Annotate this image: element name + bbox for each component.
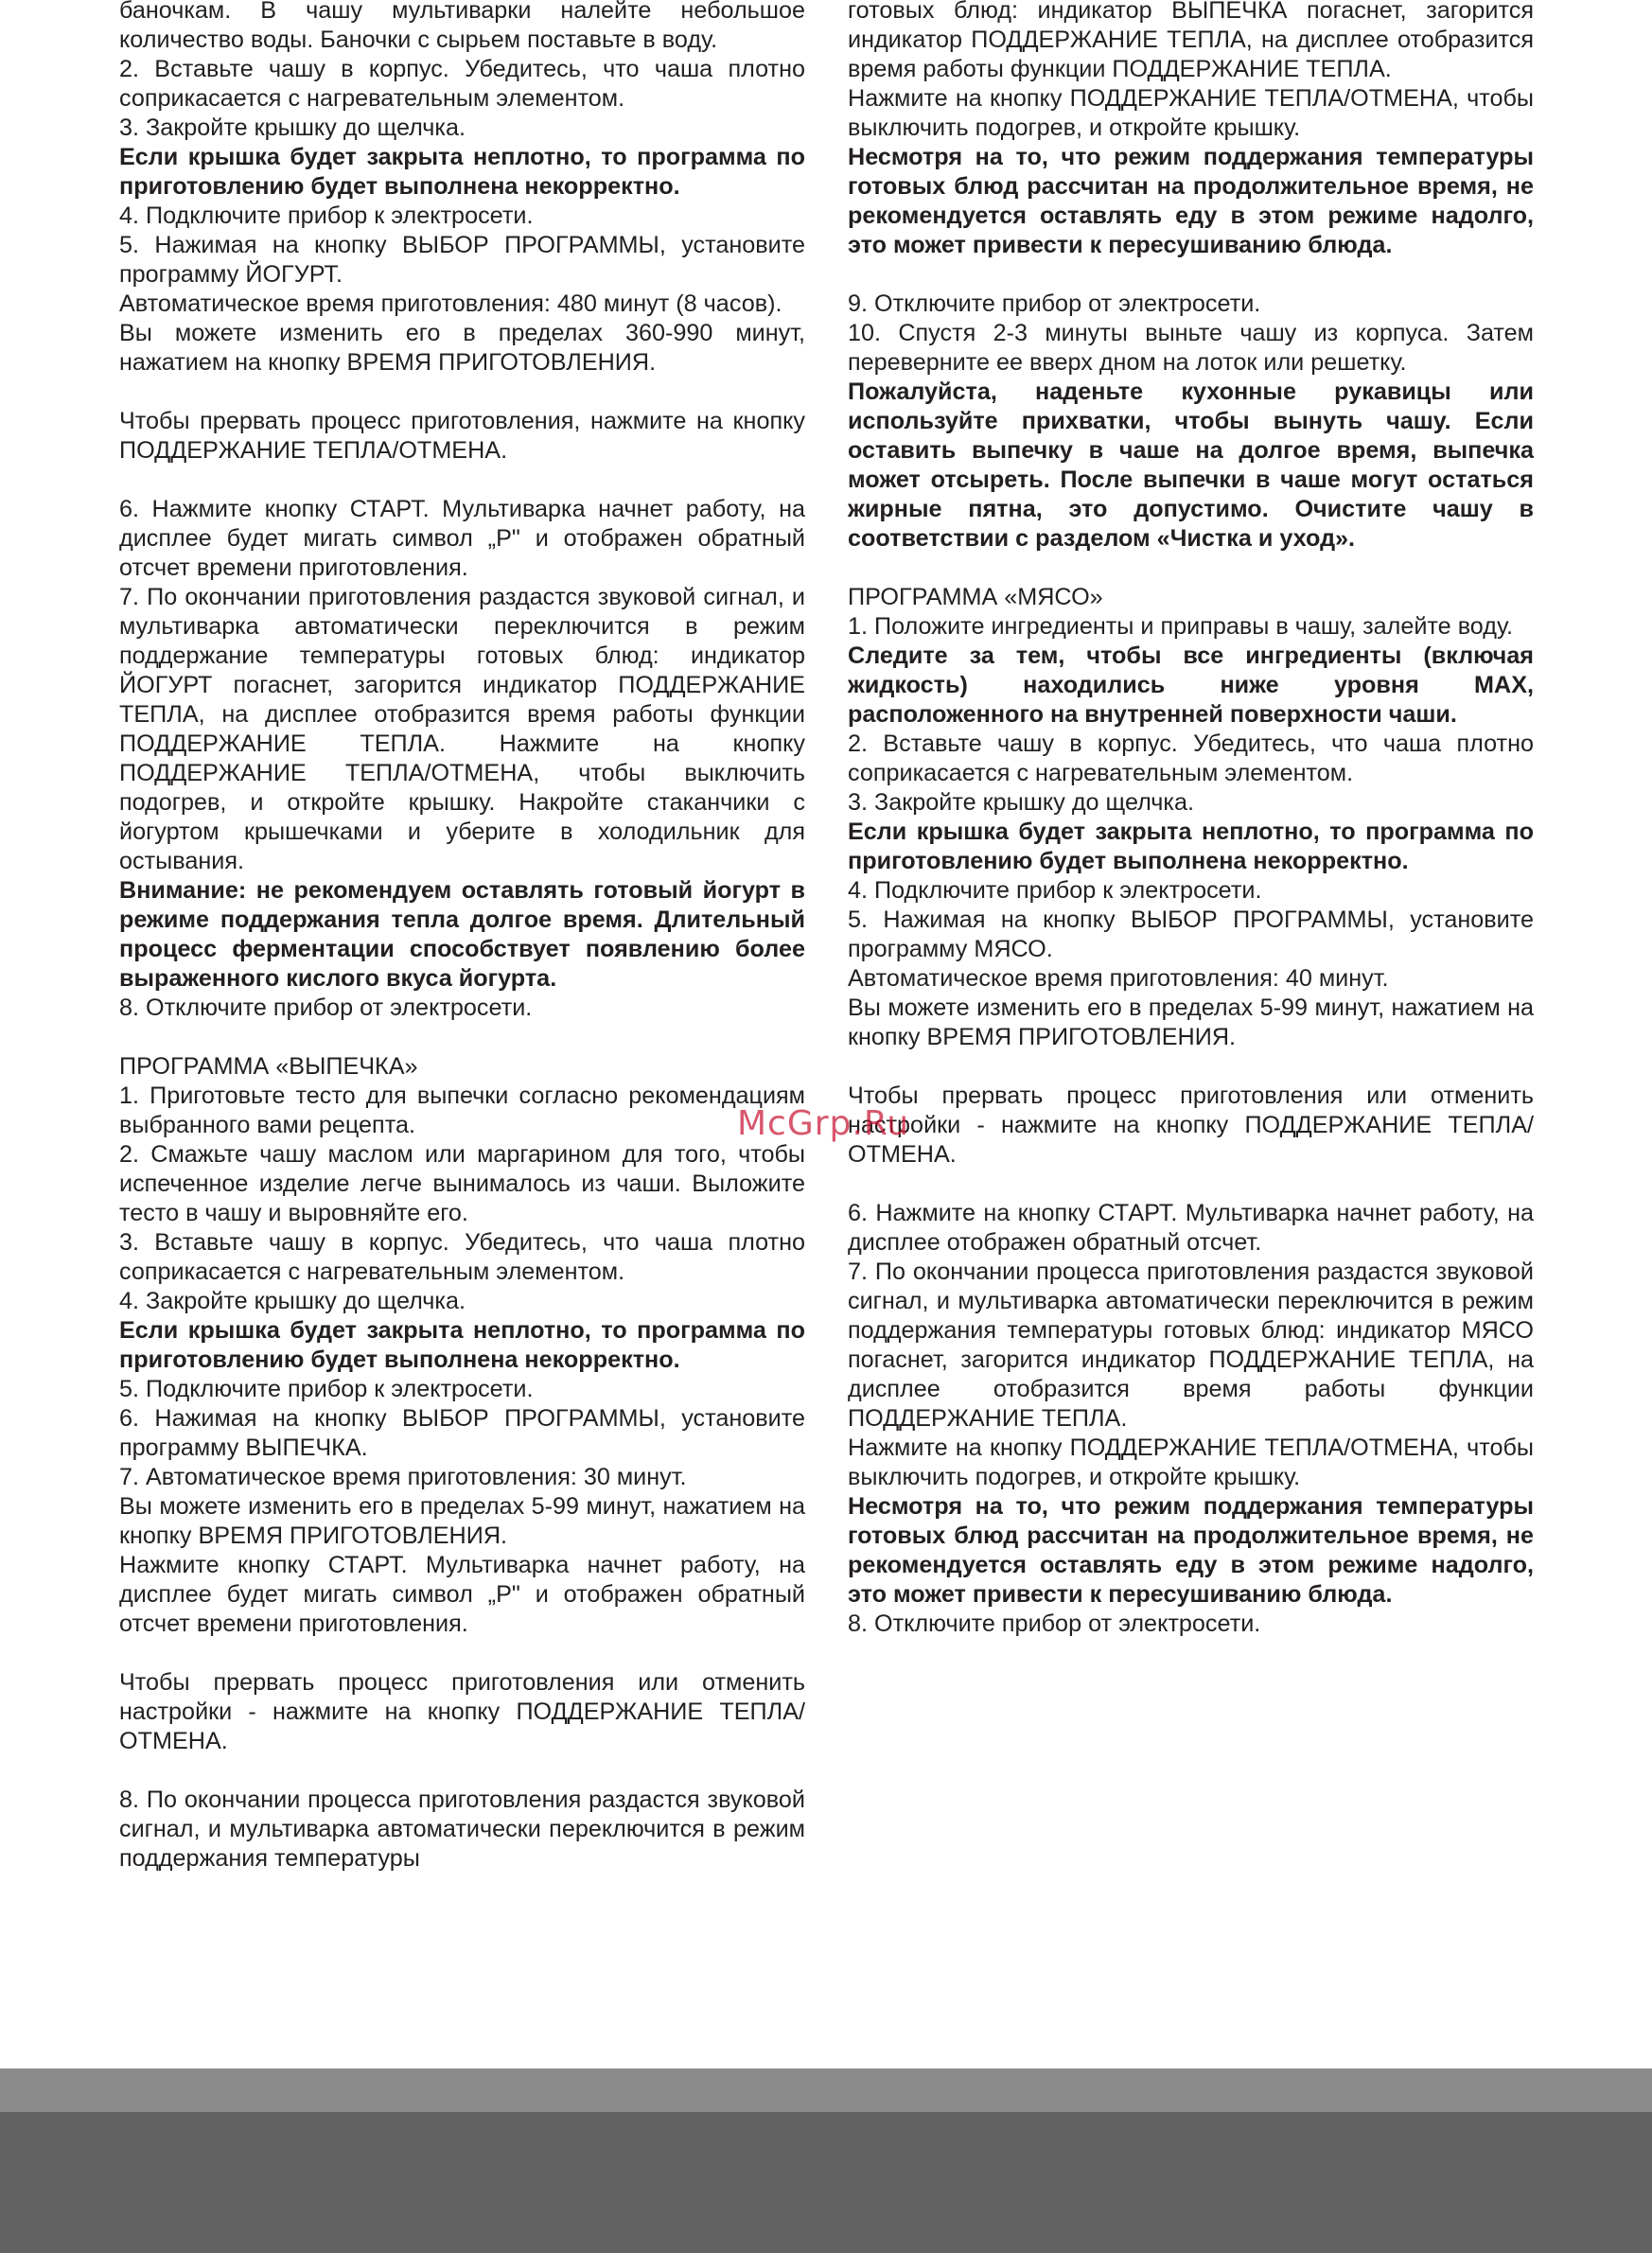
watermark-text: McGrp.Ru	[737, 1104, 910, 1143]
instruction-paragraph: Нажмите на кнопку ПОДДЕРЖАНИЕ ТЕПЛА/ОТМЕНА, чтобы выключить подогрев, и откройте крышку.	[848, 1435, 1534, 1490]
instruction-paragraph: 7. По окончании приготовления раздастся звуковой сигнал, и мультиварка автоматически переключится в режим поддержание температуры готовых блюд: индикатор ЙОГУРТ погаснет, загорится индикатор ПОДДЕРЖАНИЕ ТЕПЛА, на дисплее отобразится время работы функции ПОДДЕРЖАНИЕ ТЕПЛА. Нажмите на кнопку ПОДДЕРЖАНИЕ ТЕПЛА/ОТМЕНА, чтобы выключить подогрев, и откройте крышку. Накройте стаканчики с йогуртом крышечками и уберите в холодильник для остывания.	[119, 584, 805, 874]
instruction-paragraph: 6. Нажмите на кнопку СТАРТ. Мультиварка начнет работу, на дисплее отображен обратный отсчет.	[848, 1200, 1534, 1256]
instruction-paragraph: баночкам. В чашу мультиварки налейте небольшое количество воды. Баночки с сырьем поставьте в воду.	[119, 0, 805, 53]
instruction-paragraph: 4. Закройте крышку до щелчка.	[119, 1288, 466, 1314]
instruction-paragraph: 6. Нажимая на кнопку ВЫБОР ПРОГРАММЫ, установите программу ВЫПЕЧКА.	[119, 1405, 805, 1461]
footer-band-light	[0, 2068, 1652, 2112]
paragraph-spacer	[848, 260, 1534, 290]
instruction-paragraph: 9. Отключите прибор от электросети.	[848, 290, 1261, 317]
instruction-paragraph: Автоматическое время приготовления: 40 минут.	[848, 965, 1389, 992]
warning-paragraph: Если крышка будет закрыта неплотно, то программа по приготовлению будет выполнена некорректно.	[119, 1317, 805, 1373]
instruction-paragraph: 7. По окончании процесса приготовления раздастся звуковой сигнал, и мультиварка автоматически переключится в режим поддержания температуры готовых блюд: индикатор МЯСО погаснет, загорится индикатор ПОДДЕРЖАНИЕ ТЕПЛА, на дисплее отобразится время работы функции ПОДДЕРЖАНИЕ ТЕПЛА.	[848, 1259, 1534, 1432]
paragraph-spacer	[119, 1639, 805, 1668]
instruction-paragraph: 3. Закройте крышку до щелчка.	[848, 789, 1194, 816]
instruction-paragraph: Вы можете изменить его в пределах 5-99 минут, нажатием на кнопку ВРЕМЯ ПРИГОТОВЛЕНИЯ.	[848, 994, 1534, 1050]
instruction-paragraph: готовых блюд: индикатор ВЫПЕЧКА погаснет, загорится индикатор ПОДДЕРЖАНИЕ ТЕПЛА, на дисплее отобразится время работы функции ПОДДЕРЖАНИЕ ТЕПЛА.	[848, 0, 1534, 82]
right-text-column	[848, 0, 1534, 1639]
instruction-paragraph: 1. Приготовьте тесто для выпечки согласно рекомендациям выбранного вами рецепта.	[119, 1082, 805, 1138]
warning-paragraph: Если крышка будет закрыта неплотно, то программа по приготовлению будет выполнена некорректно.	[119, 144, 805, 200]
paragraph-spacer	[848, 1052, 1534, 1082]
warning-paragraph: Следите за тем, чтобы все ингредиенты (включая жидкость) находились ниже уровня MAX, расположенного на внутренней поверхности чаши.	[848, 642, 1534, 728]
instruction-paragraph: 8. По окончании процесса приготовления раздастся звуковой сигнал, и мультиварка автоматически переключится в режим поддержания температуры	[119, 1787, 805, 1872]
instruction-paragraph: 7. Автоматическое время приготовления: 30 минут.	[119, 1464, 687, 1490]
instruction-paragraph: 2. Смажьте чашу маслом или маргарином для того, чтобы испеченное изделие легче вынималось из чаши. Выложите тесто в чашу и выровняйте его.	[119, 1141, 805, 1226]
instruction-paragraph: 5. Подключите прибор к электросети.	[119, 1376, 534, 1402]
left-text-column	[119, 0, 805, 1874]
instruction-paragraph: 4. Подключите прибор к электросети.	[848, 877, 1262, 904]
instruction-paragraph: 4. Подключите прибор к электросети.	[119, 202, 534, 229]
warning-paragraph: Если крышка будет закрыта неплотно, то программа по приготовлению будет выполнена некорректно.	[848, 818, 1534, 874]
warning-paragraph: Несмотря на то, что режим поддержания температуры готовых блюд рассчитан на продолжительное время, не рекомендуется оставлять еду в этом режиме надолго, это может привести к пересушиванию блюда.	[848, 144, 1534, 258]
instruction-paragraph: 8. Отключите прибор от электросети.	[119, 994, 533, 1021]
instruction-paragraph: 1. Положите ингредиенты и приправы в чашу, залейте воду.	[848, 613, 1514, 640]
warning-paragraph: Внимание: не рекомендуем оставлять готовый йогурт в режиме поддержания тепла долгое время. Длительный процесс ферментации способствует появлению более выраженного кислого вкуса йогурта.	[119, 877, 805, 992]
section-heading: ПРОГРАММА «ВЫПЕЧКА»	[119, 1053, 418, 1080]
instruction-paragraph: 5. Нажимая на кнопку ВЫБОР ПРОГРАММЫ, установите программу МЯСО.	[848, 906, 1534, 962]
warning-paragraph: Несмотря на то, что режим поддержания температуры готовых блюд рассчитан на продолжительное время, не рекомендуется оставлять еду в этом режиме надолго, это может привести к пересушиванию блюда.	[848, 1493, 1534, 1608]
instruction-paragraph: 10. Спустя 2-3 минуты выньте чашу из корпуса. Затем переверните ее вверх дном на лоток или решетку.	[848, 320, 1534, 376]
instruction-paragraph: 8. Отключите прибор от электросети.	[848, 1611, 1261, 1637]
instruction-paragraph: Автоматическое время приготовления: 480 минут (8 часов).	[119, 290, 782, 317]
paragraph-spacer	[119, 466, 805, 495]
instruction-paragraph: 2. Вставьте чашу в корпус. Убедитесь, что чаша плотно соприкасается с нагревательным элементом.	[119, 56, 805, 112]
instruction-paragraph: Нажмите на кнопку ПОДДЕРЖАНИЕ ТЕПЛА/ОТМЕНА, чтобы выключить подогрев, и откройте крышку.	[848, 85, 1534, 141]
footer-band-dark	[0, 2112, 1652, 2253]
instruction-paragraph: Чтобы прервать процесс приготовления или отменить настройки - нажмите на кнопку ПОДДЕРЖАНИЕ ТЕПЛА/ОТМЕНА.	[848, 1082, 1534, 1168]
paragraph-spacer	[119, 1756, 805, 1786]
instruction-paragraph: Чтобы прервать процесс приготовления или отменить настройки - нажмите на кнопку ПОДДЕРЖАНИЕ ТЕПЛА/ОТМЕНА.	[119, 1669, 805, 1754]
paragraph-spacer	[848, 1170, 1534, 1199]
instruction-paragraph: 2. Вставьте чашу в корпус. Убедитесь, что чаша плотно соприкасается с нагревательным элементом.	[848, 730, 1534, 786]
paragraph-spacer	[119, 1023, 805, 1052]
instruction-paragraph: Вы можете изменить его в пределах 360-990 минут, нажатием на кнопку ВРЕМЯ ПРИГОТОВЛЕНИЯ.	[119, 320, 805, 376]
warning-paragraph: Пожалуйста, наденьте кухонные рукавицы или используйте прихватки, чтобы вынуть чашу. Если оставить выпечку в чаше на долгое время, выпечка может отсыреть. После выпечки в чаше могут остаться жирные пятна, это допустимо. Очистите чашу в соответствии с разделом «Чистка и уход».	[848, 378, 1534, 552]
instruction-paragraph: Чтобы прервать процесс приготовления, нажмите на кнопку ПОДДЕРЖАНИЕ ТЕПЛА/ОТМЕНА.	[119, 408, 805, 464]
instruction-paragraph: 3. Вставьте чашу в корпус. Убедитесь, что чаша плотно соприкасается с нагревательным элементом.	[119, 1229, 805, 1285]
instruction-paragraph: Нажмите кнопку СТАРТ. Мультиварка начнет работу, на дисплее будет мигать символ „Р" и отображен обратный отсчет времени приготовления.	[119, 1552, 805, 1637]
instruction-paragraph: 6. Нажмите кнопку СТАРТ. Мультиварка начнет работу, на дисплее будет мигать символ „Р" и отображен обратный отсчет времени приготовления.	[119, 496, 805, 581]
instruction-paragraph: Вы можете изменить его в пределах 5-99 минут, нажатием на кнопку ВРЕМЯ ПРИГОТОВЛЕНИЯ.	[119, 1493, 805, 1549]
paragraph-spacer	[119, 378, 805, 407]
section-heading: ПРОГРАММА «МЯСО»	[848, 584, 1103, 610]
instruction-paragraph: 5. Нажимая на кнопку ВЫБОР ПРОГРАММЫ, установите программу ЙОГУРТ.	[119, 232, 805, 288]
instruction-paragraph: 3. Закройте крышку до щелчка.	[119, 114, 466, 141]
paragraph-spacer	[848, 554, 1534, 583]
